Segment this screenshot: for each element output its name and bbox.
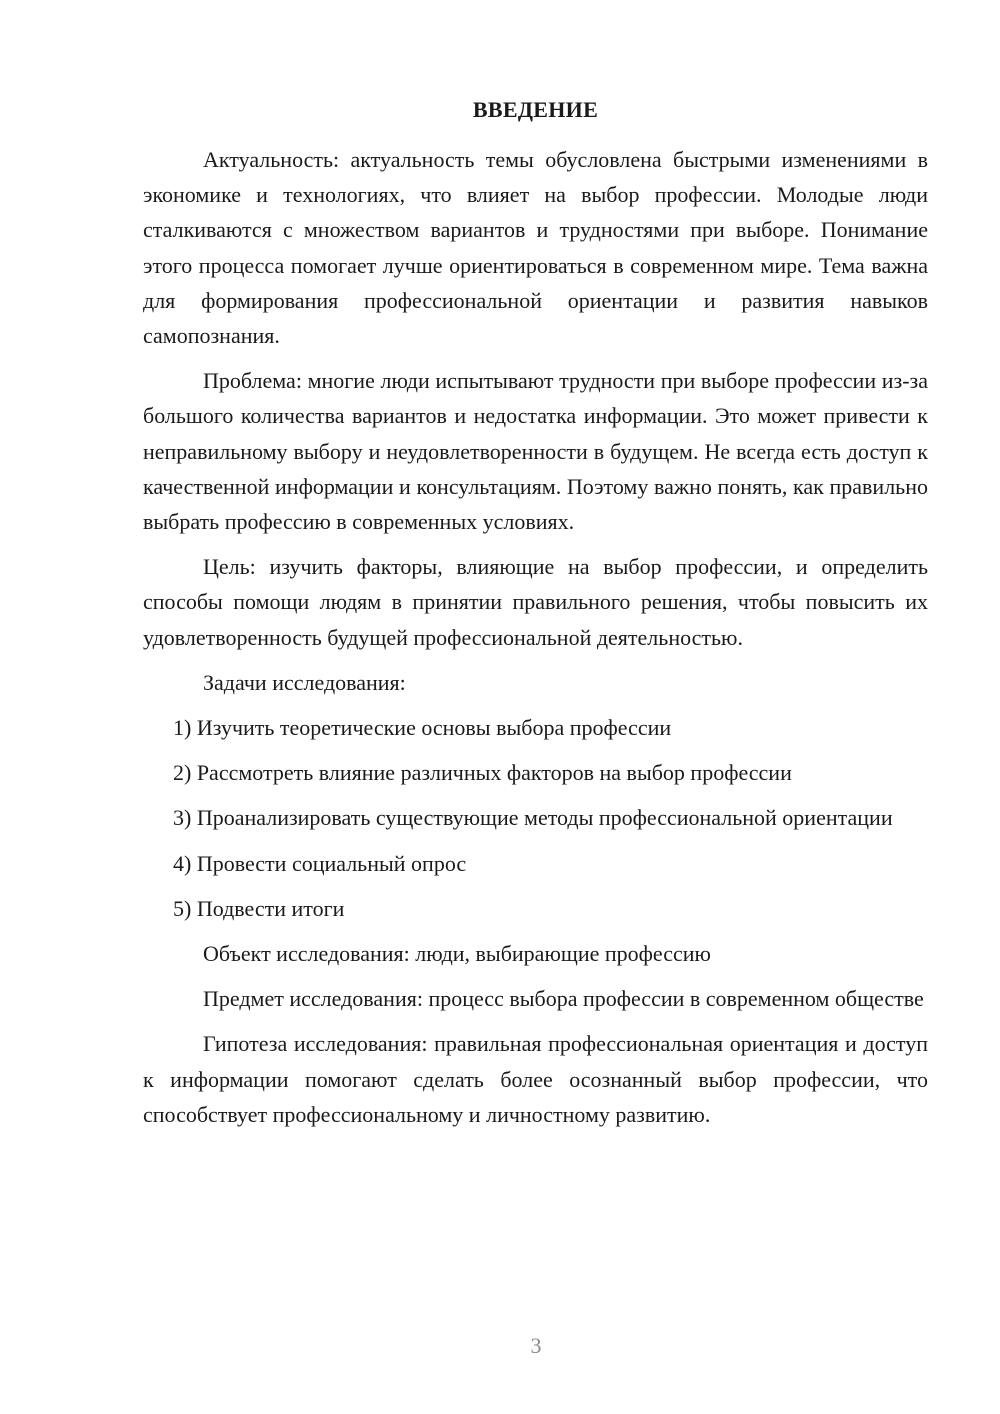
section-title: ВВЕДЕНИЕ: [472, 97, 599, 122]
document-page: [143, 92, 928, 1142]
goal-paragraph: Цель: изучить факторы, влияющие на выбор профессии, и определить способы помощи людям в принятии правильного решения, чтобы повысить их удовлетворенность будущей профессиональной деятельностью.: [143, 554, 928, 650]
hypothesis-paragraph: Гипотеза исследования: правильная профессиональная ориентация и доступ к информации помогают сделать более осознанный выбор профессии, что способствует профессиональному и личностному развитию.: [143, 1031, 928, 1127]
subject-paragraph: Предмет исследования: процесс выбора профессии в современном обществе: [203, 986, 924, 1012]
task-item: 3) Проанализировать существующие методы профессиональной ориентации: [173, 805, 893, 831]
page-number: 3: [530, 1333, 542, 1358]
task-item: 2) Рассмотреть влияние различных факторов на выбор профессии: [173, 760, 792, 786]
object-paragraph: Объект исследования: люди, выбирающие профессию: [203, 941, 711, 967]
tasks-heading: Задачи исследования:: [203, 669, 406, 695]
task-item: 1) Изучить теоретические основы выбора профессии: [173, 715, 672, 741]
relevance-paragraph: Актуальность: актуальность темы обусловлена быстрыми изменениями в экономике и технологиях, что влияет на выбор профессии. Молодые люди сталкиваются с множеством вариантов и трудностями при выборе. Понимание этого процесса помогает лучше ориентироваться в современном мире. Тема важна для формирования профессиональной ориентации и развития навыков самопознания.: [143, 147, 928, 349]
problem-paragraph: Проблема: многие люди испытывают трудности при выборе профессии из-за большого количества вариантов и недостатка информации. Это может привести к неправильному выбору и неудовлетворенности в будущем. Не всегда есть доступ к качественной информации и консультациям. Поэтому важно понять, как правильно выбрать профессию в современных условиях.: [143, 368, 928, 535]
task-item: 5) Подвести итоги: [173, 895, 345, 921]
task-item: 4) Провести социальный опрос: [173, 850, 467, 876]
